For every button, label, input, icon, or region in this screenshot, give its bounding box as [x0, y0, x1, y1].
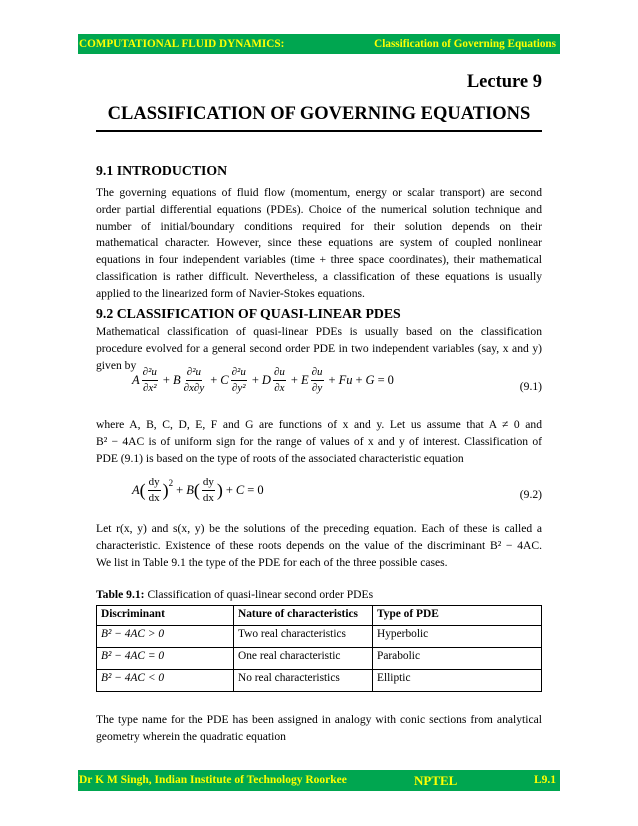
- conic-analogy-paragraph: [96, 712, 542, 746]
- table-cell: B² − 4AC = 0: [97, 648, 234, 670]
- table-cell: B² − 4AC > 0: [97, 626, 234, 648]
- text-line: geometry wherein the quadratic equation: [96, 729, 286, 743]
- column-header-discriminant: Discriminant: [97, 606, 234, 626]
- header-topic: Classification of Governing Equations: [374, 38, 556, 50]
- equation-number-9-1: (9.1): [519, 380, 542, 393]
- table-cell: No real characteristics: [234, 670, 373, 692]
- introduction-paragraph: [96, 185, 542, 303]
- header-course: COMPUTATIONAL FLUID DYNAMICS:: [79, 38, 285, 50]
- text-line: Let r(x, y) and s(x, y) be the solutions of the preceding equation. Each of these is called a: [96, 522, 542, 535]
- text-line: mathematical character. However, since these equations are system of coupled nonlinear: [96, 236, 542, 250]
- text-line: B² − 4AC is of uniform sign for the range of values of x and y of interest. Classification of: [96, 434, 542, 448]
- table-row: [97, 648, 542, 670]
- classification-table: [96, 605, 542, 692]
- table-caption-text: Classification of quasi-linear second order PDEs: [144, 588, 374, 601]
- text-line: PDE (9.1) is based on the type of roots of the associated characteristic equation: [96, 451, 464, 465]
- text-line: classification is rather difficult. Nevertheless, a classification of these equations is usually: [96, 269, 542, 283]
- title-rule: [96, 130, 542, 132]
- equation-9-2: A ( $\frac{dy}{dx}$ ) $^2$ + B ( $\frac{dy}{dx}$ ) + C = 0: [132, 476, 264, 504]
- page-title: CLASSIFICATION OF GOVERNING EQUATIONS: [107, 104, 531, 124]
- table-caption-label: Table 9.1:: [96, 588, 145, 601]
- table-cell: Two real characteristics: [234, 626, 373, 648]
- equation-9-1: A $\frac{\text{∂²u}}{\text{∂x²}}$ + B $\frac{\text{∂²u}}{\partial x\partial y}$ + C $\frac{\text{∂²u}}{\text{∂y²}}$ + D $\frac{\partial u}{\partial x}$ + E $\frac{\partial u}{\partial y}$ + Fu + G = 0: [132, 366, 394, 394]
- text-line: procedure evolved for a general second order PDE in two independent variables (say, x and y): [96, 341, 542, 355]
- footer-author: Dr K M Singh, Indian Institute of Technology Roorkee: [79, 774, 347, 786]
- table-cell: Hyperbolic: [373, 626, 542, 648]
- column-header-characteristics: Nature of characteristics: [234, 606, 373, 626]
- text-line: The governing equations of fluid flow (momentum, energy or scalar transport) are second: [96, 186, 542, 199]
- table-cell: One real characteristic: [234, 648, 373, 670]
- text-line: Mathematical classification of quasi-linear PDEs is usually based on the classification: [96, 325, 542, 338]
- text-line: given by: [96, 358, 137, 372]
- text-line: characteristic. Existence of these roots depends on the value of the discriminant B² − 4AC.: [96, 538, 542, 552]
- text-line: where A, B, C, D, E, F and G are functions of x and y. Let us assume that A ≠ 0 and: [96, 418, 542, 431]
- table-row: [97, 670, 542, 692]
- characteristic-roots-paragraph: [96, 521, 542, 571]
- section-heading-classification: 9.2 CLASSIFICATION OF QUASI-LINEAR PDES: [96, 306, 401, 321]
- lecture-number: Lecture 9: [466, 72, 542, 92]
- text-line: order partial differential equations (PDEs). Choice of the numerical solution technique and: [96, 202, 542, 216]
- text-line: The type name for the PDE has been assigned in analogy with conic sections from analytical: [96, 713, 542, 726]
- running-header: [78, 34, 560, 54]
- table-cell: Parabolic: [373, 648, 542, 670]
- table-header-row: [97, 606, 542, 626]
- equation-number-9-2: (9.2): [519, 488, 542, 501]
- table-caption: [96, 588, 373, 601]
- table-cell: B² − 4AC < 0: [97, 670, 234, 692]
- characteristic-paragraph: [96, 417, 542, 467]
- text-line: applied to the linearized form of Navier-Stokes equations.: [96, 286, 365, 300]
- table-row: [97, 626, 542, 648]
- running-footer: [78, 770, 560, 791]
- text-line: number of initial/boundary conditions required for their solution depends on their: [96, 219, 542, 233]
- column-header-type: Type of PDE: [373, 606, 542, 626]
- text-line: We list in Table 9.1 the type of the PDE for each of the three possible cases.: [96, 555, 448, 569]
- text-line: equations in four independent variables (time + three space coordinates), their mathematical: [96, 253, 542, 267]
- section-heading-introduction: 9.1 INTRODUCTION: [96, 163, 228, 178]
- footer-nptel: NPTEL: [414, 773, 458, 788]
- table-cell: Elliptic: [373, 670, 542, 692]
- footer-page-number: L9.1: [533, 774, 556, 786]
